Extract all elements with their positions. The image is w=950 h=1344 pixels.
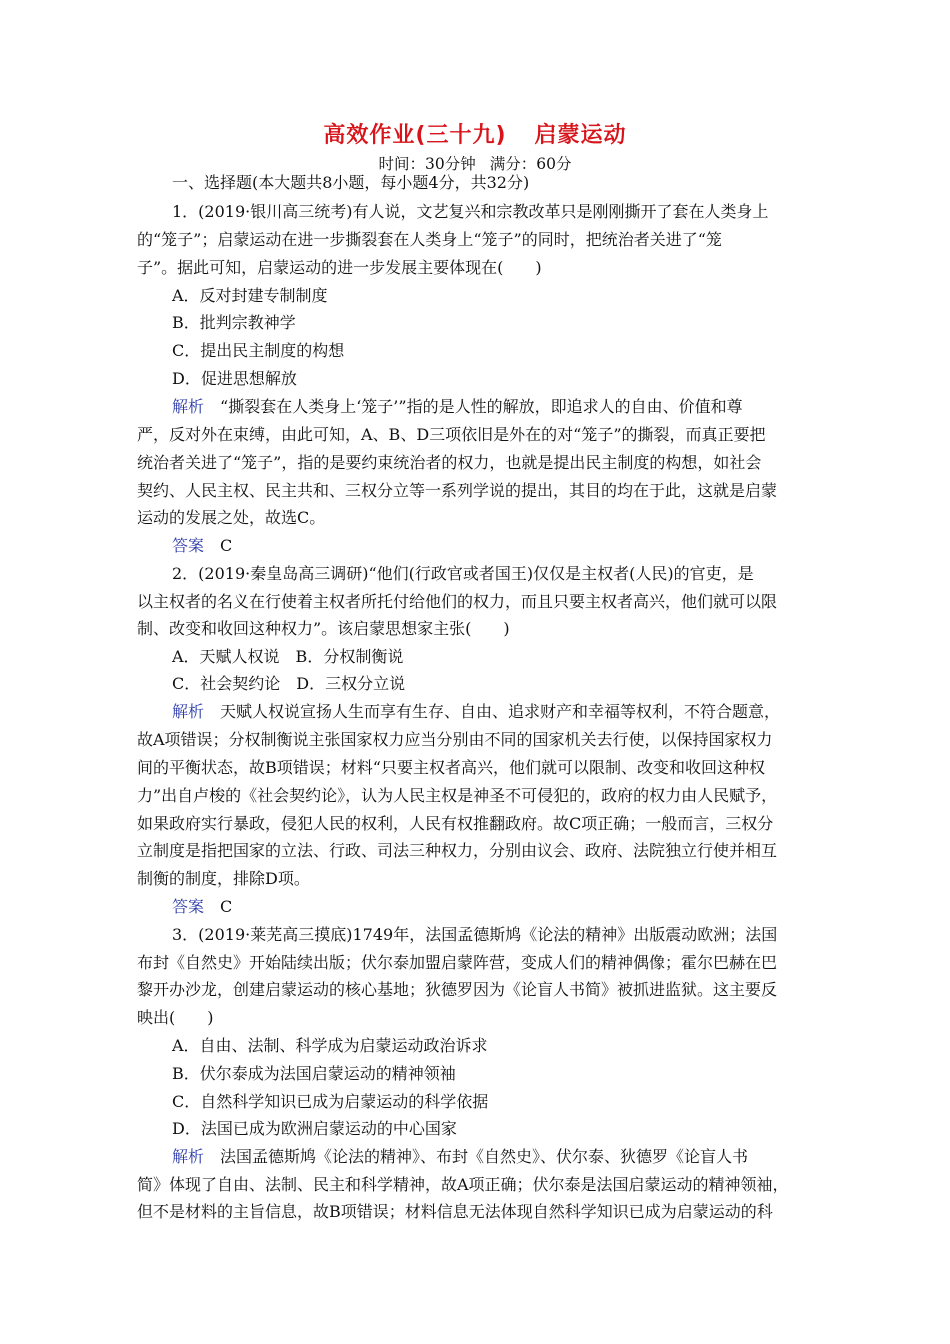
q1-answer-line bbox=[172, 535, 232, 557]
q1-option: B．批判宗教神学 bbox=[172, 313, 296, 332]
q2-option: C．社会契约论 D．三权分立说 bbox=[172, 674, 406, 693]
q2-analysis-line bbox=[172, 701, 780, 723]
q2-analysis-line: 制衡的制度，排除D项。 bbox=[137, 869, 310, 888]
q3-analysis-line bbox=[172, 1146, 748, 1168]
q2-stem-line: 2．(2019·秦皇岛高三调研)“他们(行政官或者国王)仅仅是主权者(人民)的官吏，是 bbox=[172, 564, 754, 583]
q1-analysis-line: 契约、人民主权、民主共和、三权分立等一系列学说的提出，其目的均在于此，这就是启蒙 bbox=[137, 481, 778, 500]
q2-stem-line: 制、改变和收回这种权力”。该启蒙思想家主张( ) bbox=[137, 619, 510, 638]
q3-analysis-line: 简》体现了自由、法制、民主和科学精神，故A项正确；伏尔泰是法国启蒙运动的精神领袖， bbox=[137, 1175, 789, 1194]
answer-label: 答案 bbox=[172, 897, 205, 916]
q3-stem-line: 黎开办沙龙，创建启蒙运动的核心基地；狄德罗因为《论盲人书简》被抓进监狱。这主要反 bbox=[137, 980, 778, 999]
document-title bbox=[0, 118, 950, 149]
q3-analysis-line: 但不是材料的主旨信息，故B项错误；材料信息无法体现自然科学知识已成为启蒙运动的科 bbox=[137, 1202, 773, 1221]
analysis-label: 解析 bbox=[172, 1147, 205, 1166]
title-part-2: 启蒙运动 bbox=[534, 123, 627, 148]
q1-answer: C bbox=[220, 536, 233, 555]
q1-option: A．反对封建专制制度 bbox=[172, 286, 328, 305]
q2-analysis-line: 间的平衡状态，故B项错误；材料“只要主权者高兴，他们就可以限制、改变和收回这种权 bbox=[137, 758, 765, 777]
analysis-label: 解析 bbox=[172, 397, 205, 416]
q2-analysis-line: 如果政府实行暴政，侵犯人民的权利，人民有权推翻政府。故C项正确；一般而言，三权分 bbox=[137, 814, 774, 833]
q1-analysis-text: “撕裂套在人类身上‘笼子’”指的是人性的解放，即追求人的自由、价值和尊 bbox=[220, 397, 743, 416]
q3-stem-line: 布封《自然史》开始陆续出版；伏尔泰加盟启蒙阵营，变成人们的精神偶像；霍尔巴赫在巴 bbox=[137, 953, 778, 972]
answer-label: 答案 bbox=[172, 536, 205, 555]
full-score: 满分：60分 bbox=[489, 155, 572, 173]
q2-answer: C bbox=[220, 897, 233, 916]
time-limit: 时间：30分钟 bbox=[378, 155, 476, 173]
q3-option: C．自然科学知识已成为启蒙运动的科学依据 bbox=[172, 1092, 489, 1111]
q2-answer-line bbox=[172, 896, 232, 918]
q3-stem-line: 3．(2019·莱芜高三摸底)1749年，法国孟德斯鸠《论法的精神》出版震动欧洲；法国 bbox=[172, 925, 778, 944]
q3-option: B．伏尔泰成为法国启蒙运动的精神领袖 bbox=[172, 1064, 456, 1083]
q2-analysis-text: 天赋人权说宣扬人生而享有生存、自由、追求财产和幸福等权利，不符合题意， bbox=[220, 702, 781, 721]
title-part-1: 高效作业(三十九) bbox=[323, 123, 507, 148]
q1-option: D．促进思想解放 bbox=[172, 369, 297, 388]
q1-analysis-line bbox=[172, 396, 743, 418]
q2-option: A．天赋人权说 B．分权制衡说 bbox=[172, 647, 404, 666]
q3-analysis-text: 法国孟德斯鸠《论法的精神》、布封《自然史》、伏尔泰、狄德罗《论盲人书 bbox=[220, 1147, 749, 1166]
q3-option: D．法国已成为欧洲启蒙运动的中心国家 bbox=[172, 1119, 457, 1138]
section-heading: 一、选择题(本大题共8小题，每小题4分，共32分) bbox=[172, 173, 530, 192]
q3-option: A．自由、法制、科学成为启蒙运动政治诉求 bbox=[172, 1036, 488, 1055]
analysis-label: 解析 bbox=[172, 702, 205, 721]
q1-analysis-line: 统治者关进了“笼子”，指的是要约束统治者的权力，也就是提出民主制度的构想，如社会 bbox=[137, 453, 762, 472]
q1-stem-line: 1．(2019·银川高三统考)有人说，文艺复兴和宗教改革只是刚刚撕开了套在人类身上 bbox=[172, 202, 769, 221]
q1-analysis-line: 运动的发展之处，故选C。 bbox=[137, 508, 326, 527]
q1-analysis-line: 严，反对外在束缚，由此可知，A、B、D三项依旧是外在的对“笼子”的撕裂，而真正要把 bbox=[137, 425, 766, 444]
q1-stem-line: 的“笼子”；启蒙运动在进一步撕裂套在人类身上“笼子”的同时，把统治者关进了“笼 bbox=[137, 230, 722, 249]
q2-stem-line: 以主权者的名义在行使着主权者所托付给他们的权力，而且只要主权者高兴，他们就可以限 bbox=[137, 592, 778, 611]
q1-option: C．提出民主制度的构想 bbox=[172, 341, 345, 360]
q2-analysis-line: 力”出自卢梭的《社会契约论》，认为人民主权是神圣不可侵犯的，政府的权力由人民赋予， bbox=[137, 786, 778, 805]
q3-stem-line: 映出( ) bbox=[137, 1008, 214, 1027]
q2-analysis-line: 立制度是指把国家的立法、行政、司法三种权力，分别由议会、政府、法院独立行使并相互 bbox=[137, 841, 778, 860]
q1-stem-line: 子”。据此可知，启蒙运动的进一步发展主要体现在( ) bbox=[137, 258, 542, 277]
time-score-line bbox=[0, 152, 950, 174]
q2-analysis-line: 故A项错误；分权制衡说主张国家权力应当分别由不同的国家机关去行使，以保持国家权力 bbox=[137, 730, 773, 749]
